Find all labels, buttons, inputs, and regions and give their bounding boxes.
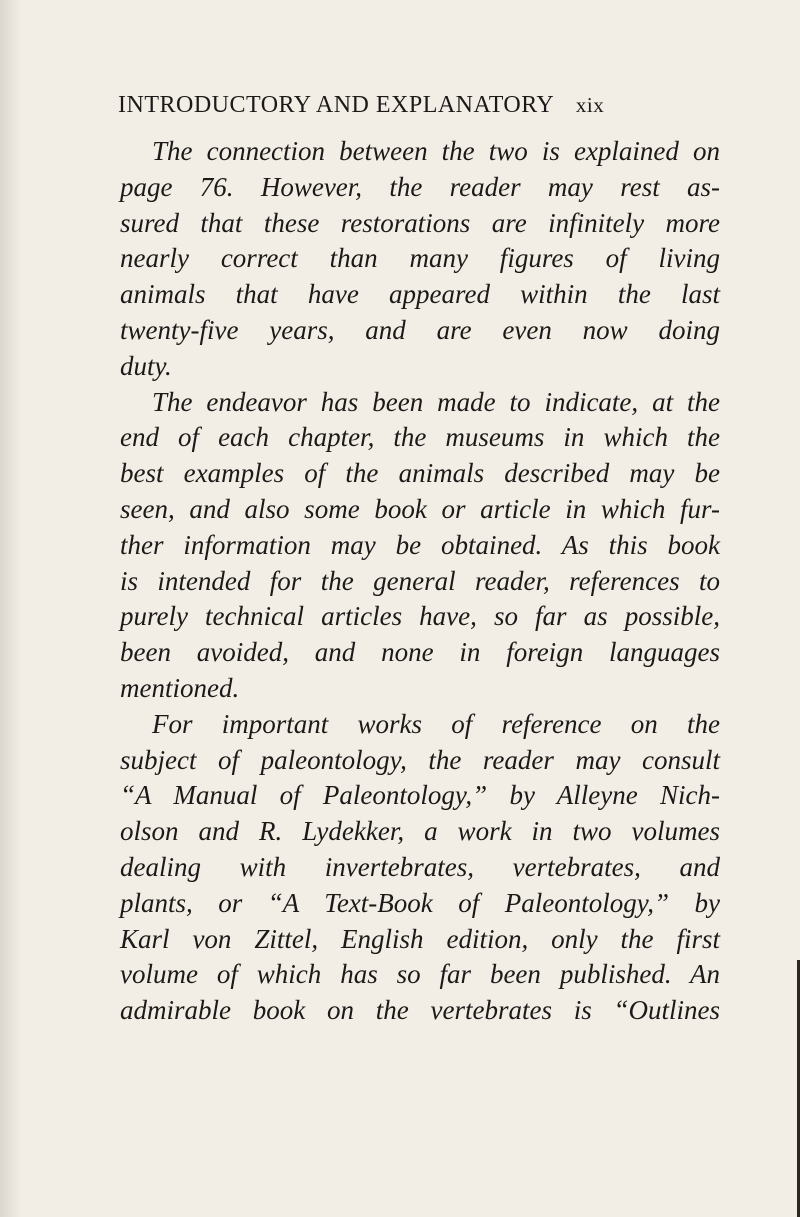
text-line: Karl von Zittel, English edition, only the first — [120, 923, 720, 954]
text-line: end of each chapter, the museums in which the — [120, 422, 720, 453]
text-line: twenty-five years, and are even now doing — [120, 314, 720, 345]
page-number: xix — [575, 93, 605, 117]
text-line: nearly correct than many figures of living — [120, 243, 720, 274]
body-text — [120, 134, 720, 1029]
text-line: sured that these restorations are infinitely more — [120, 207, 720, 238]
text-line: been avoided, and none in foreign languages — [120, 637, 720, 668]
text-line: dealing with invertebrates, vertebrates, and — [120, 851, 720, 882]
text-line: subject of paleontology, the reader may consult — [120, 744, 720, 775]
text-line: duty. — [120, 350, 172, 381]
page-gutter-shadow — [0, 0, 22, 1217]
text-line: animals that have appeared within the last — [120, 279, 720, 310]
text-line: best examples of the animals described may be — [120, 458, 720, 489]
text-line: The connection between the two is explained on — [152, 136, 720, 166]
text-line: mentioned. — [120, 672, 240, 703]
text-line: is intended for the general reader, references to — [120, 565, 720, 596]
text-line: purely technical articles have, so far as possible, — [120, 601, 720, 632]
text-line: volume of which has so far been published. An — [120, 959, 720, 990]
text-line: For important works of reference on the — [152, 708, 720, 739]
text-line: The endeavor has been made to indicate, at the — [152, 386, 720, 417]
text-line: admirable book on the vertebrates is “Outlines — [120, 995, 720, 1026]
text-line: “A Manual of Paleontology,” by Alleyne Nich- — [120, 780, 720, 811]
text-line: page 76. However, the reader may rest as- — [120, 171, 720, 202]
running-head — [118, 92, 718, 119]
text-line: ther information may be obtained. As this book — [120, 529, 720, 560]
text-line: seen, and also some book or article in which fur- — [120, 493, 720, 524]
running-head-title: INTRODUCTORY AND EXPLANATORY — [118, 92, 554, 118]
text-line: olson and R. Lydekker, a work in two volumes — [120, 816, 720, 847]
text-line: plants, or “A Text-Book of Paleontology,” by — [120, 887, 720, 918]
